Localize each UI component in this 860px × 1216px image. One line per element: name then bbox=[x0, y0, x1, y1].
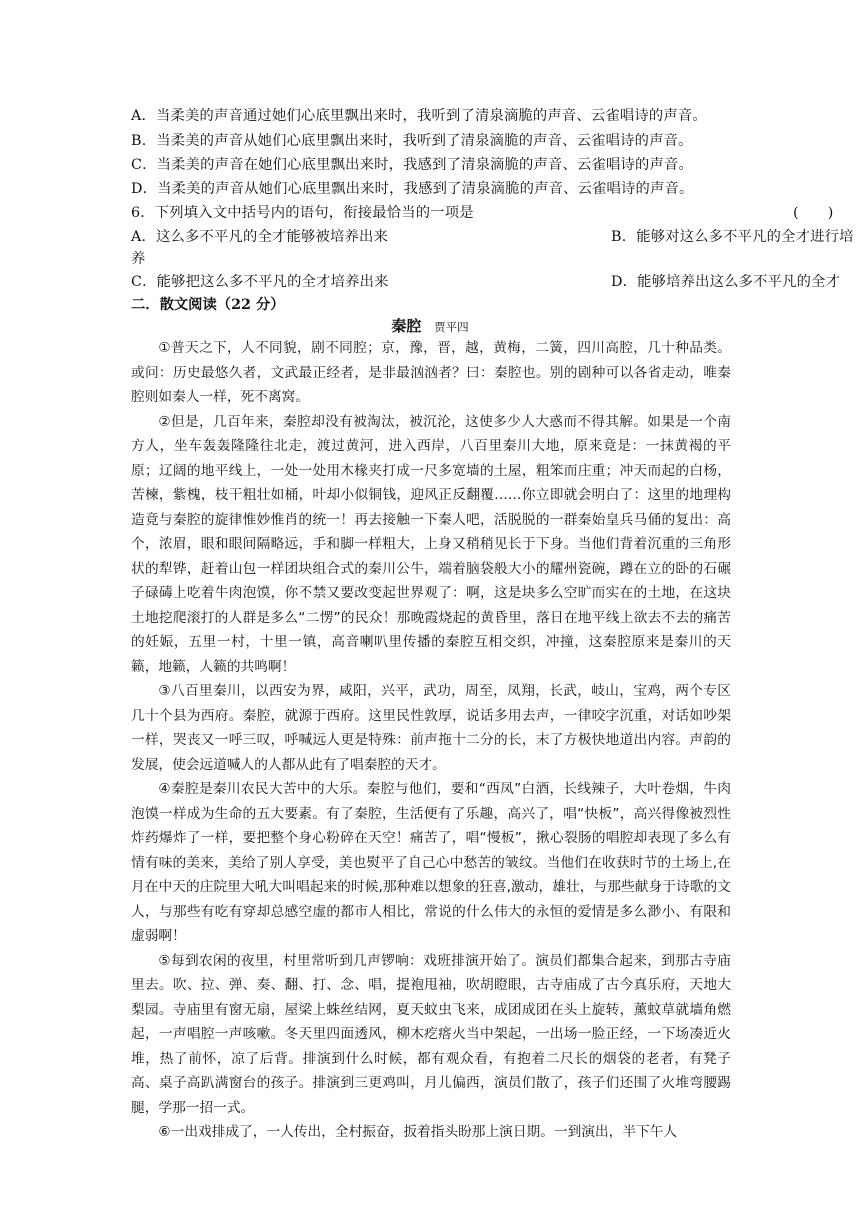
q6-options-ab bbox=[131, 225, 854, 249]
q6-stem-line bbox=[131, 201, 834, 225]
essay-paragraph-3: ③八百里秦川，以西安为界，咸阳，兴平，武功，周至，凤翔，长武，岐山，宝鸡，两个专区几十个县为西府。秦腔，就源于西府。这里民性敦厚，说话多用去声，一律咬字沉重，对话如吵架一样，哭丧又一呼三叹，呼喊远人更是特殊：前声拖十二分的长，末了方极快地道出内容。声韵的发展，使会远道喊人的人都从此有了唱秦腔的天才。 bbox=[131, 683, 731, 773]
essay-title: 秦腔 bbox=[391, 317, 422, 335]
q5-option-b: B．当柔美的声音从她们心底里飘出来时，我听到了清泉滴脆的声音、云雀唱诗的声音。 bbox=[131, 133, 693, 149]
q6-option-b: B．能够对这么多不平凡的全才进行培 bbox=[611, 229, 854, 245]
essay-paragraph-5: ⑤每到农闲的夜里，村里常听到几声锣响：戏班排演开始了。演员们都集合起来，到那古寺庙里去。吹、拉、弹、奏、翻、打、念、唱，提袍甩袖，吹胡瞪眼，古寺庙成了古今真乐府，天地大梨园。寺庙里有窗无扇，屋梁上蛛丝结网，夏天蚊虫飞来，成团成团在头上旋转，薰蚊草就墙角燃起，一声唱腔一声咳嗽。冬天里四面透风，柳木疙瘩火当中架起，一出场一脸正经，一下场凑近火堆，热了前怀，凉了后背。排演到什么时候，都有观众看，有抱着二尺长的烟袋的老者，有凳子高、桌子高趴满窗台的孩子。排演到三更鸡叫，月儿偏西，演员们散了，孩子们还围了火堆弯腰踢腿，学那一招一式。 bbox=[131, 952, 731, 1116]
q5-option-d: D．当柔美的声音从她们心底里飘出来时，我感到了清泉滴脆的声音、云雀唱诗的声音。 bbox=[131, 181, 694, 197]
essay-body bbox=[131, 336, 731, 1145]
q6-options-cd bbox=[131, 270, 841, 294]
essay-paragraph-6: ⑥一出戏排成了，一人传出，全村振奋，扳着指头盼那上演日期。一到演出，半下午人 bbox=[158, 1124, 678, 1140]
q6-option-a: A．这么多不平凡的全才能够被培养出来 bbox=[131, 229, 388, 245]
essay-paragraph-2: ②但是，几百年来，秦腔却没有被淘汰，被沉沦，这使多少人大惑而不得其解。如果是一个南方人，坐车轰轰隆隆往北走，渡过黄河，进入西岸，八百里秦川大地，原来竟是：一抹黄褐的平原；辽阔的地平线上，一处一处用木椽夹打成一尺多宽墙的土屋，粗笨而庄重；冲天而起的白杨，苦楝，紫槐，枝干粗壮如桶，叶却小似铜钱，迎风正反翻覆……你立即就会明白了：这里的地理构造竟与秦腔的旋律惟妙惟肖的统一！再去接触一下秦人吧，活脱脱的一群秦始皇兵马俑的复出：高个，浓眉，眼和眼间隔略远，手和脚一样粗大，上身又稍稍见长于下身。当他们背着沉重的三角形状的犁铧，赶着山包一样团块组合式的秦川公牛，端着脑袋般大小的耀州瓷碗，蹲在立的卧的石碾子碌碡上吃着牛肉泡馍，你不禁又要改变起世界观了：啊，这是块多么空旷而实在的土地，在这块土地挖爬滚打的人群是多么“二愣”的民众！那晚霞烧起的黄昏里，落日在地平线上欲去不去的痛苦的妊娠，五里一村，十里一镇，高音喇叭里传播的秦腔互相交织，冲撞，这秦腔原来是秦川的天籁，地籁，人籁的共鸣啊！ bbox=[131, 413, 731, 675]
q6-stem: 6．下列填入文中括号内的语句，衔接最恰当的一项是 bbox=[131, 205, 474, 221]
section-heading: 二．散文阅读（22 分） bbox=[131, 297, 285, 313]
q5-option-a: A．当柔美的声音通过她们心底里飘出来时，我听到了清泉滴脆的声音、云雀唱诗的声音。 bbox=[131, 108, 707, 124]
q6-option-c: C．能够把这么多不平凡的全才培养出来 bbox=[131, 274, 389, 290]
essay-paragraph-1: ①普天之下，人不同貌，剧不同腔；京，豫，晋，越，黄梅，二簧，四川高腔，几十种品类。或问：历史最悠久者，文武最正经者，是非最汹汹者？曰：秦腔也。别的剧种可以各省走动，唯秦腔则如秦人一样，死不离窝。 bbox=[131, 340, 731, 405]
q6-option-d: D．能够培养出这么多不平凡的全才 bbox=[611, 274, 841, 290]
answer-paren: ( ) bbox=[793, 205, 834, 221]
q6-option-b-wrap: 养 bbox=[131, 251, 146, 267]
q5-option-c: C．当柔美的声音在她们心底里飘出来时，我感到了清泉滴脆的声音、云雀唱诗的声音。 bbox=[131, 157, 694, 173]
essay-paragraph-4: ④秦腔是秦川农民大苦中的大乐。秦腔与他们，要和“西凤”白酒，长线辣子，大叶卷烟，牛肉泡馍一样成为生命的五大要素。有了秦腔，生活便有了乐趣，高兴了，唱“快板”，高兴得像被烈性炸药爆炸了一样，要把整个身心粉碎在天空！痛苦了，唱“慢板”，揪心裂肠的唱腔却表现了多么有情有味的美来，美给了别人享受，美也熨平了自己心中愁苦的皱纹。当他们在收获时节的土场上,在月在中天的庄院里大吼大叫唱起来的时候,那种难以想象的狂喜,激动，雄壮，与那些献身于诗歌的文人，与那些有吃有穿却总感空虚的都市人相比，常说的什么伟大的永恒的爱情是多么渺小、有限和虚弱啊！ bbox=[131, 781, 731, 944]
essay-author: 贾平四 bbox=[434, 320, 469, 334]
